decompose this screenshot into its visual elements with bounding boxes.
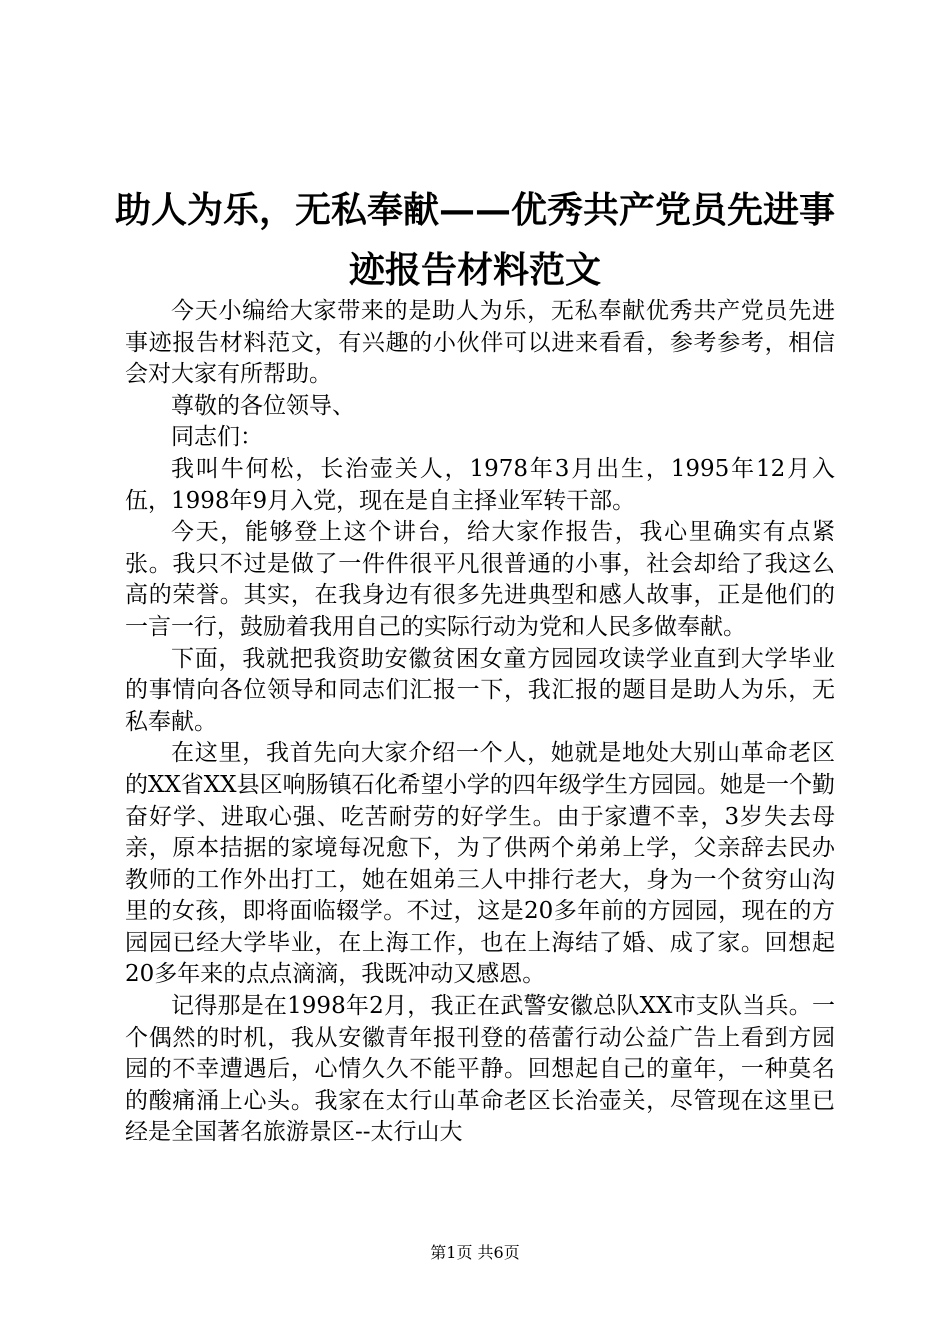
- document-body: [125, 296, 835, 1149]
- paragraph-salutation: 尊敬的各位领导、: [171, 392, 355, 419]
- paragraph: 在这里，我首先向大家介绍一个人，她就是地处大别山革命老区的XX省XX县区响肠镇石化希望小学的四年级学生方园园。她是一个勤奋好学、进取心强、吃苦耐劳的好学生。由于家遭不幸，3岁失去母亲，原本拮据的家境每况愈下，为了供两个弟弟上学，父亲辞去民办教师的工作外出打工，她在姐弟三人中排行老大，身为一个贫穷山沟里的女孩，即将面临辍学。不过，这是20多年前的方园园，现在的方园园已经大学毕业，在上海工作，也在上海结了婚、成了家。回想起20多年来的点点滴滴，我既冲动又感恩。: [125, 740, 835, 988]
- paragraph-self-intro: 我叫牛何松，长治壶关人，1978年3月出生，1995年12月入伍，1998年9月入党，现在是自主择业军转干部。: [125, 455, 835, 514]
- paragraph-salutation-2: 同志们：: [171, 424, 263, 451]
- paragraph: 记得那是在1998年2月，我正在武警安徽总队XX市支队当兵。一个偶然的时机，我从安徽青年报刊登的蓓蕾行动公益广告上看到方园园的不幸遭遇后，心情久久不能平静。回想起自己的童年，一种莫名的酸痛涌上心头。我家在太行山革命老区长治壶关，尽管现在这里已经是全国著名旅游景区--太行山大: [125, 993, 835, 1146]
- paragraph: 下面，我就把我资助安徽贫困女童方园园攻读学业直到大学毕业的事情向各位领导和同志们汇报一下，我汇报的题目是助人为乐，无私奉献。: [125, 645, 835, 735]
- document-title-line-1: 助人为乐，无私奉献——优秀共产党员先进事: [114, 189, 835, 231]
- paragraph-intro: 今天小编给大家带来的是助人为乐，无私奉献优秀共产党员先进事迹报告材料范文，有兴趣的小伙伴可以进来看看，参考参考，相信会对大家有所帮助。: [125, 298, 835, 388]
- page-number-footer: 第1页 共6页: [430, 1243, 520, 1262]
- paragraph: 今天，能够登上这个讲台，给大家作报告，我心里确实有点紧张。我只不过是做了一件件很平凡很普通的小事，社会却给了我这么高的荣誉。其实，在我身边有很多先进典型和感人故事，正是他们的一言一行，鼓励着我用自己的实际行动为党和人民多做奉献。: [125, 519, 835, 640]
- document-title-line-2: 迹报告材料范文: [348, 249, 601, 291]
